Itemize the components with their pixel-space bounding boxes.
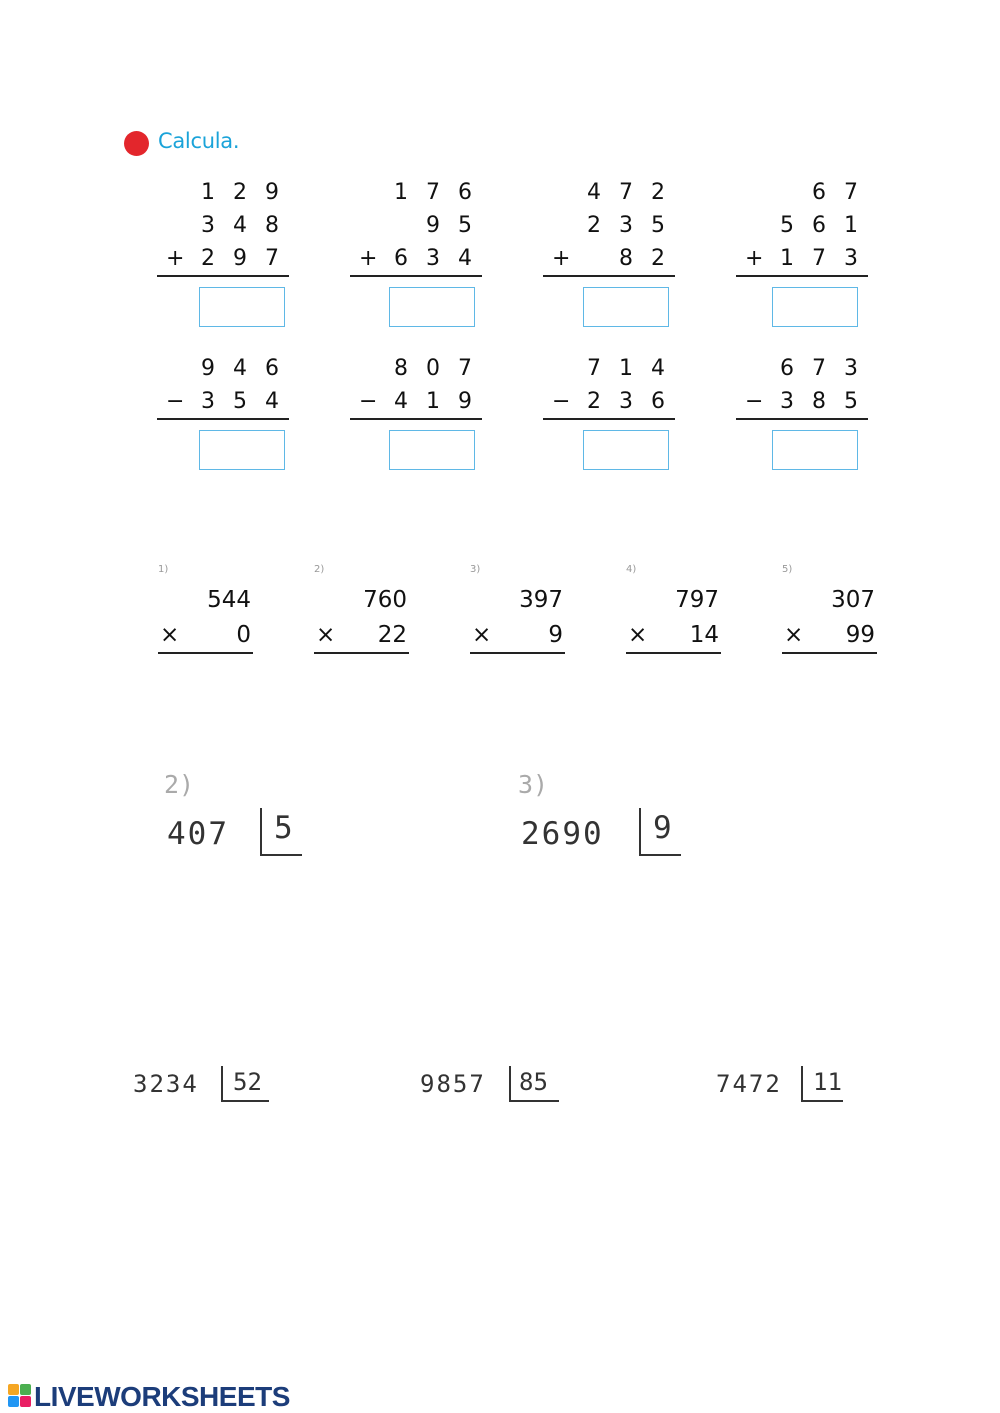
problem-number: 1) (158, 564, 169, 575)
addend-row (157, 176, 292, 209)
digit: 7 (619, 180, 633, 205)
multiplicand: 760 (363, 587, 407, 613)
digit: 7 (812, 246, 826, 271)
digit: 4 (651, 356, 665, 381)
digit: 2 (587, 389, 601, 414)
subtraction-problem-1 (157, 352, 292, 420)
minus-sign: − (359, 389, 378, 414)
addend-row (350, 176, 485, 209)
plus-sign: + (745, 246, 764, 271)
times-sign: × (784, 622, 804, 648)
multiplicand: 797 (675, 587, 719, 613)
sum-line (157, 275, 289, 277)
answer-box[interactable] (583, 287, 669, 327)
division-problem-2 (521, 808, 691, 858)
problem-number: 3) (470, 564, 481, 575)
problem-number: 2) (164, 770, 195, 799)
subtrahend-row (350, 385, 485, 418)
digit: 7 (587, 356, 601, 381)
digit: 6 (265, 356, 279, 381)
division-bracket (801, 1066, 843, 1102)
instruction-title: Calcula. (158, 129, 240, 153)
digit: 4 (587, 180, 601, 205)
product-line (470, 652, 565, 654)
digit: 2 (651, 246, 665, 271)
digit: 6 (780, 356, 794, 381)
digit: 6 (651, 389, 665, 414)
liveworksheets-logo[interactable]: LIVEWORKSHEETS (34, 1381, 290, 1412)
digit: 3 (619, 213, 633, 238)
divisor: 11 (813, 1068, 842, 1096)
digit: 6 (812, 213, 826, 238)
digit: 8 (265, 213, 279, 238)
addend-row (543, 176, 678, 209)
digit: 9 (426, 213, 440, 238)
digit: 3 (201, 213, 215, 238)
addend-row (157, 209, 292, 242)
digit: 1 (780, 246, 794, 271)
digit: 1 (394, 180, 408, 205)
multiplication-problem-2 (314, 564, 409, 654)
problem-number: 5) (782, 564, 793, 575)
sum-line (543, 275, 675, 277)
digit: 3 (201, 389, 215, 414)
divisor: 52 (233, 1068, 262, 1096)
product-line (314, 652, 409, 654)
multiplier: 9 (548, 622, 563, 648)
multiplicand: 544 (207, 587, 251, 613)
digit: 5 (651, 213, 665, 238)
answer-box[interactable] (199, 287, 285, 327)
digit: 1 (201, 180, 215, 205)
addend-row (543, 242, 678, 275)
digit: 6 (812, 180, 826, 205)
digit: 4 (233, 356, 247, 381)
times-sign: × (316, 622, 336, 648)
red-bullet-icon (124, 131, 149, 156)
digit: 8 (394, 356, 408, 381)
digit: 9 (265, 180, 279, 205)
minus-sign: − (166, 389, 185, 414)
division-problem-4 (420, 1066, 565, 1104)
answer-box[interactable] (389, 287, 475, 327)
product-line (782, 652, 877, 654)
multiplication-problem-3 (470, 564, 565, 654)
dividend: 407 (167, 816, 229, 852)
divisor: 85 (519, 1068, 548, 1096)
divisor: 9 (653, 810, 672, 846)
subtrahend-row (543, 385, 678, 418)
digit: 0 (426, 356, 440, 381)
answer-box[interactable] (583, 430, 669, 470)
plus-sign: + (359, 246, 378, 271)
digit: 8 (812, 389, 826, 414)
multiplication-problem-4 (626, 564, 721, 654)
problem-number: 2) (314, 564, 325, 575)
digit: 7 (812, 356, 826, 381)
digit: 6 (458, 180, 472, 205)
addend-row (736, 209, 871, 242)
digit: 2 (201, 246, 215, 271)
division-problem-5 (716, 1066, 851, 1104)
multiplicand: 307 (831, 587, 875, 613)
liveworksheets-logo-icon (8, 1384, 32, 1408)
digit: 7 (458, 356, 472, 381)
difference-line (350, 418, 482, 420)
dividend: 2690 (521, 816, 604, 852)
product-line (158, 652, 253, 654)
multiplier: 14 (689, 622, 719, 648)
division-bracket (509, 1066, 559, 1102)
sum-line (350, 275, 482, 277)
addend-row (157, 242, 292, 275)
digit: 8 (619, 246, 633, 271)
division-problem-3 (133, 1066, 273, 1104)
difference-line (157, 418, 289, 420)
addition-problem-1 (157, 176, 292, 277)
digit: 2 (233, 180, 247, 205)
digit: 2 (587, 213, 601, 238)
dividend: 7472 (716, 1070, 782, 1098)
subtrahend-row (736, 385, 871, 418)
digit: 5 (233, 389, 247, 414)
digit: 7 (426, 180, 440, 205)
divisor: 5 (274, 810, 293, 846)
answer-box[interactable] (772, 287, 858, 327)
addend-row (736, 176, 871, 209)
minuend-row (736, 352, 871, 385)
addition-problem-4 (736, 176, 871, 277)
multiplier: 22 (377, 622, 407, 648)
sum-line (736, 275, 868, 277)
problem-number: 3) (518, 770, 549, 799)
digit: 1 (426, 389, 440, 414)
digit: 7 (844, 180, 858, 205)
subtraction-problem-2 (350, 352, 485, 420)
digit: 9 (201, 356, 215, 381)
minuend-row (157, 352, 292, 385)
dividend: 3234 (133, 1070, 199, 1098)
multiplicand: 397 (519, 587, 563, 613)
minus-sign: − (745, 389, 764, 414)
digit: 3 (844, 356, 858, 381)
difference-line (736, 418, 868, 420)
plus-sign: + (552, 246, 571, 271)
problem-number: 4) (626, 564, 637, 575)
times-sign: × (472, 622, 492, 648)
digit: 4 (394, 389, 408, 414)
subtraction-problem-4 (736, 352, 871, 420)
multiplier: 99 (845, 622, 875, 648)
difference-line (543, 418, 675, 420)
digit: 5 (780, 213, 794, 238)
answer-box[interactable] (772, 430, 858, 470)
multiplier: 0 (236, 622, 251, 648)
minuend-row (350, 352, 485, 385)
addend-row (350, 209, 485, 242)
subtraction-problem-3 (543, 352, 678, 420)
digit: 3 (780, 389, 794, 414)
digit: 5 (844, 389, 858, 414)
answer-box[interactable] (199, 430, 285, 470)
times-sign: × (160, 622, 180, 648)
digit: 2 (651, 180, 665, 205)
digit: 1 (844, 213, 858, 238)
digit: 5 (458, 213, 472, 238)
digit: 9 (233, 246, 247, 271)
subtrahend-row (157, 385, 292, 418)
minus-sign: − (552, 389, 571, 414)
addend-row (736, 242, 871, 275)
digit: 9 (458, 389, 472, 414)
digit: 3 (619, 389, 633, 414)
multiplication-problem-1 (158, 564, 253, 654)
division-problem-1 (167, 808, 307, 858)
multiplication-problem-5 (782, 564, 877, 654)
plus-sign: + (166, 246, 185, 271)
division-bracket (260, 808, 302, 856)
addend-row (543, 209, 678, 242)
addend-row (350, 242, 485, 275)
times-sign: × (628, 622, 648, 648)
addition-problem-2 (350, 176, 485, 277)
product-line (626, 652, 721, 654)
answer-box[interactable] (389, 430, 475, 470)
digit: 4 (233, 213, 247, 238)
digit: 3 (844, 246, 858, 271)
dividend: 9857 (420, 1070, 486, 1098)
digit: 3 (426, 246, 440, 271)
digit: 7 (265, 246, 279, 271)
digit: 1 (619, 356, 633, 381)
digit: 6 (394, 246, 408, 271)
digit: 4 (265, 389, 279, 414)
division-bracket (221, 1066, 269, 1102)
digit: 4 (458, 246, 472, 271)
minuend-row (543, 352, 678, 385)
division-bracket (639, 808, 681, 856)
addition-problem-3 (543, 176, 678, 277)
